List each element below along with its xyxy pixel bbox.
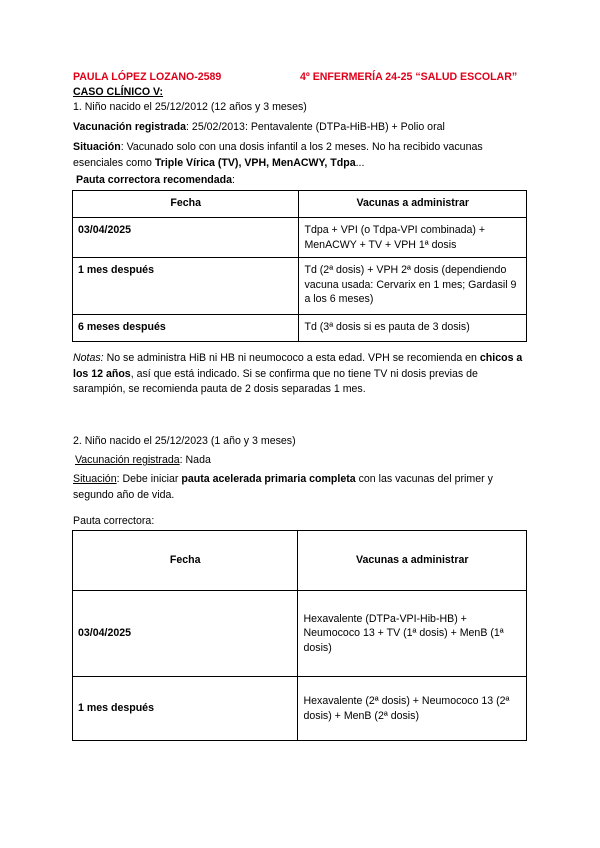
table-row bbox=[73, 258, 527, 315]
case1-notes-2: , así que está indicado. Si se confirma que no tiene TV ni dosis previas de sarampión, se recomienda pauta de 2 dosis separadas 1 mes. bbox=[73, 367, 478, 395]
case1-sit-bold: Triple Vírica (TV), VPH, MenACWY, Tdpa bbox=[154, 156, 356, 169]
case2-vaccination bbox=[75, 454, 211, 466]
column-header-vacunas: Vacunas a administrar bbox=[298, 531, 527, 591]
row-vaccines: Td (2ª dosis) + VPH 2ª dosis (dependiendo vacuna usada: Cervarix en 1 mes; Gardasil 9 a los 6 meses) bbox=[299, 258, 527, 315]
case1-sit-label: Situación bbox=[73, 141, 121, 153]
case1-pauta bbox=[76, 174, 235, 186]
table-header-row bbox=[73, 531, 527, 591]
author-header: PAULA LÓPEZ LOZANO-2589 bbox=[73, 71, 222, 83]
case2-vac-label: Vacunación registrada bbox=[75, 454, 180, 466]
table-row bbox=[73, 677, 527, 741]
case1-schedule-table bbox=[72, 190, 527, 342]
case1-notes-bold: chicos a los 12 años bbox=[73, 352, 523, 380]
case1-sit-text-2: ... bbox=[355, 156, 365, 169]
row-date: 1 mes después bbox=[73, 258, 299, 315]
case2-intro: 2. Niño nacido el 25/12/2023 (1 año y 3 meses) bbox=[73, 435, 296, 447]
course-header: 4º ENFERMERÍA 24-25 “SALUD ESCOLAR” bbox=[300, 71, 518, 83]
row-vaccines: Td (3ª dosis si es pauta de 3 dosis) bbox=[299, 315, 527, 342]
case2-situation bbox=[73, 472, 533, 503]
column-header-fecha: Fecha bbox=[73, 191, 299, 218]
row-vaccines: Hexavalente (DTPa-VPI-Hib-HB) + Neumococo 13 + TV (1ª dosis) + MenB (1ª dosis) bbox=[298, 591, 527, 677]
case2-pauta: Pauta correctora: bbox=[73, 515, 155, 527]
row-date: 1 mes después bbox=[73, 677, 298, 741]
case1-pauta-colon: : bbox=[232, 174, 235, 186]
row-date: 03/04/2025 bbox=[73, 591, 298, 677]
case1-notes-label: Notas: bbox=[73, 352, 104, 364]
case2-sit-bold: pauta acelerada primaria completa bbox=[181, 473, 356, 485]
case1-situation bbox=[73, 140, 533, 171]
table-row bbox=[73, 315, 527, 342]
row-date: 03/04/2025 bbox=[73, 218, 299, 258]
case1-intro: 1. Niño nacido el 25/12/2012 (12 años y 3 meses) bbox=[73, 101, 307, 113]
case2-sit-label: Situación bbox=[73, 473, 117, 485]
case2-vac-text: : Nada bbox=[179, 454, 211, 466]
case2-sit-text-2: con las vacunas del primer y segundo año de vida. bbox=[73, 473, 493, 501]
case1-sit-text-1: : Vacunado solo con una dosis infantil a los 2 meses. No ha recibido vacunas esenciales como bbox=[73, 141, 483, 169]
table-row bbox=[73, 591, 527, 677]
case1-pauta-label: Pauta correctora recomendada bbox=[76, 174, 233, 186]
column-header-vacunas: Vacunas a administrar bbox=[299, 191, 527, 218]
row-vaccines: Hexavalente (2ª dosis) + Neumococo 13 (2ª dosis) + MenB (2ª dosis) bbox=[298, 677, 527, 741]
case2-sit-text-1: : Debe iniciar bbox=[116, 473, 182, 485]
case1-vaccination bbox=[73, 121, 445, 133]
row-date: 6 meses después bbox=[73, 315, 299, 342]
case-title: CASO CLÍNICO V: bbox=[73, 86, 164, 98]
table-header-row bbox=[73, 191, 527, 218]
case1-vac-label: Vacunación registrada bbox=[73, 121, 187, 133]
column-header-fecha: Fecha bbox=[73, 531, 298, 591]
table-row bbox=[73, 218, 527, 258]
case1-vac-text: : 25/02/2013: Pentavalente (DTPa-HiB-HB) + Polio oral bbox=[186, 121, 445, 133]
case1-notes bbox=[73, 351, 533, 398]
case1-notes-1: No se administra HiB ni HB ni neumococo a esta edad. VPH se recomienda en bbox=[103, 352, 480, 364]
case2-schedule-table bbox=[72, 530, 527, 741]
row-vaccines: Tdpa + VPI (o Tdpa-VPI combinada) + MenACWY + TV + VPH 1ª dosis bbox=[299, 218, 527, 258]
